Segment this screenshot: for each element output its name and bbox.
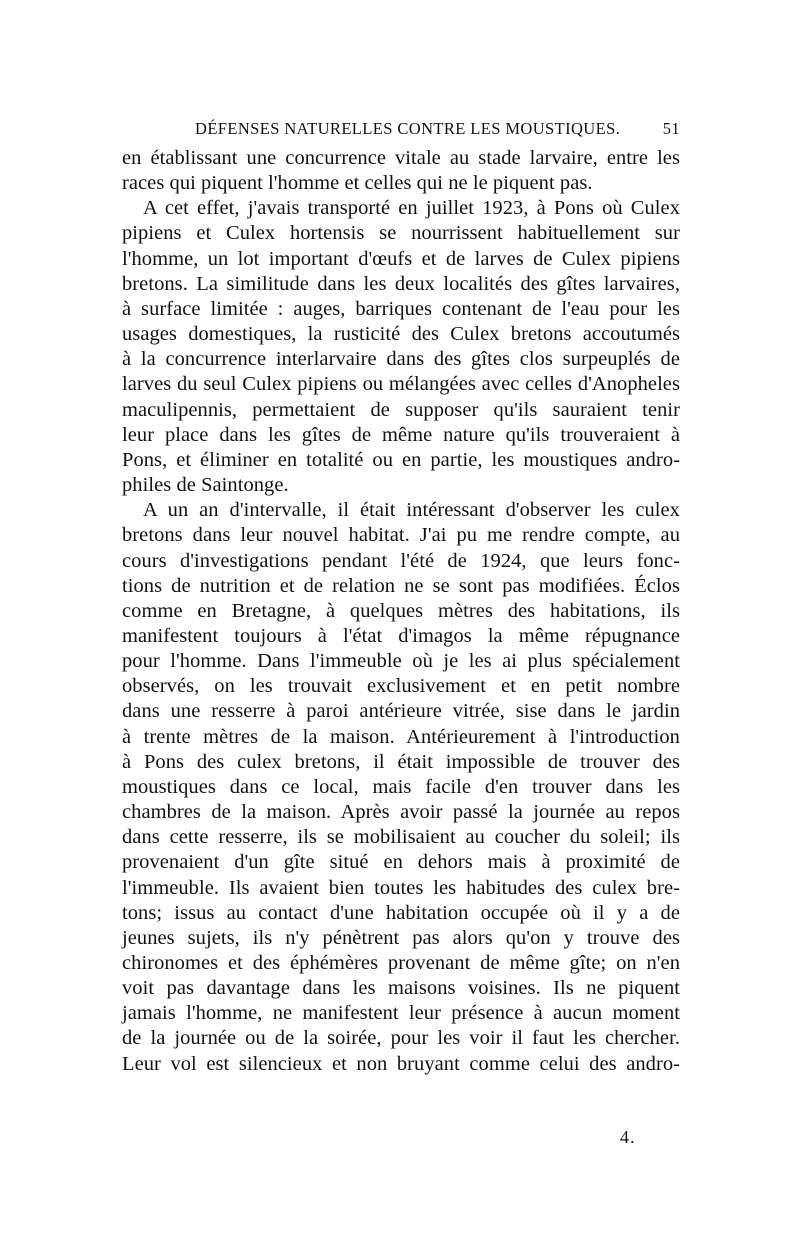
paragraph-3	[122, 498, 680, 1077]
text-line: dans une resserre à paroi antérieure vitrée, sise dans le jardin	[122, 700, 680, 723]
text-line: à trente mètres de la maison. Antérieurement à l'introduction	[122, 725, 680, 748]
text-line: à la concurrence interlarvaire dans des gîtes clos surpeuplés de	[122, 348, 680, 371]
running-header	[122, 112, 680, 146]
text-line: usages domestiques, la rusticité des Culex bretons accoutumés	[122, 323, 680, 346]
text-line: larves du seul Culex pipiens ou mélangées avec celles d'Anopheles	[122, 373, 680, 396]
text-line: pour l'homme. Dans l'immeuble où je les ai plus spécialement	[122, 650, 680, 673]
text-line: Pons, et éliminer en totalité ou en partie, les moustiques andro-	[122, 448, 680, 471]
text-line: voit pas davantage dans les maisons voisines. Ils ne piquent	[122, 977, 680, 1000]
document-page	[122, 112, 680, 1077]
text-line: leur place dans les gîtes de même nature qu'ils trouveraient à	[122, 423, 680, 446]
text-line: en établissant une concurrence vitale au stade larvaire, entre les	[122, 147, 680, 169]
text-line: l'immeuble. Ils avaient bien toutes les habitudes des culex bre-	[122, 876, 680, 899]
text-line: moustiques dans ce local, mais facile d'en trouver dans les	[122, 775, 680, 798]
text-line: Leur vol est silencieux et non bruyant comme celui des andro-	[122, 1052, 680, 1075]
text-line: pipiens et Culex hortensis se nourrissent habituellement sur	[122, 222, 680, 245]
text-line: de la journée ou de la soirée, pour les voir il faut les chercher.	[122, 1027, 680, 1050]
text-line: à surface limitée : auges, barriques contenant de l'eau pour les	[122, 297, 680, 320]
text-line: à Pons des culex bretons, il était impossible de trouver des	[122, 750, 680, 773]
text-line: bretons. La similitude dans les deux localités des gîtes larvaires,	[122, 272, 680, 295]
text-line: tons; issus au contact d'une habitation occupée où il y a de	[122, 901, 680, 924]
paragraph-2	[122, 196, 680, 498]
text-line: dans cette resserre, ils se mobilisaient au coucher du soleil; ils	[122, 826, 680, 849]
text-line: comme en Bretagne, à quelques mètres des habitations, ils	[122, 599, 680, 622]
signature-mark: 4.	[620, 1127, 636, 1147]
text-line: bretons dans leur nouvel habitat. J'ai pu me rendre compte, au	[122, 524, 680, 547]
text-line: observés, on les trouvait exclusivement et en petit nombre	[122, 675, 680, 698]
paragraph-1	[122, 146, 680, 196]
text-line: jamais l'homme, ne manifestent leur présence à aucun moment	[122, 1002, 680, 1025]
text-line: l'homme, un lot important d'œufs et de larves de Culex pipiens	[122, 247, 680, 270]
text-line: cours d'investigations pendant l'été de 1924, que leurs fonc-	[122, 549, 680, 572]
text-line: chironomes et des éphémères provenant de même gîte; on n'en	[122, 952, 680, 974]
text-line: maculipennis, permettaient de supposer qu'ils sauraient tenir	[122, 398, 680, 421]
text-line: manifestent toujours à l'état d'imagos la même répugnance	[122, 624, 680, 647]
text-line: jeunes sujets, ils n'y pénètrent pas alors qu'on y trouve des	[122, 926, 680, 949]
text-line: provenaient d'un gîte situé en dehors mais à proximité de	[122, 851, 680, 874]
text-line: philes de Saintonge.	[122, 474, 289, 497]
text-line: A un an d'intervalle, il était intéressant d'observer les culex	[143, 499, 680, 522]
text-line: A cet effet, j'avais transporté en juillet 1923, à Pons où Culex	[143, 197, 680, 220]
page-number: 51	[662, 119, 680, 138]
running-title: DÉFENSES NATURELLES CONTRE LES MOUSTIQUES.	[195, 119, 621, 138]
body-text	[122, 146, 680, 1077]
text-line: chambres de la maison. Après avoir passé la journée au repos	[122, 801, 680, 824]
text-line: tions de nutrition et de relation ne se sont pas modifiées. Éclos	[122, 574, 680, 597]
text-line: races qui piquent l'homme et celles qui ne le piquent pas.	[122, 172, 593, 195]
